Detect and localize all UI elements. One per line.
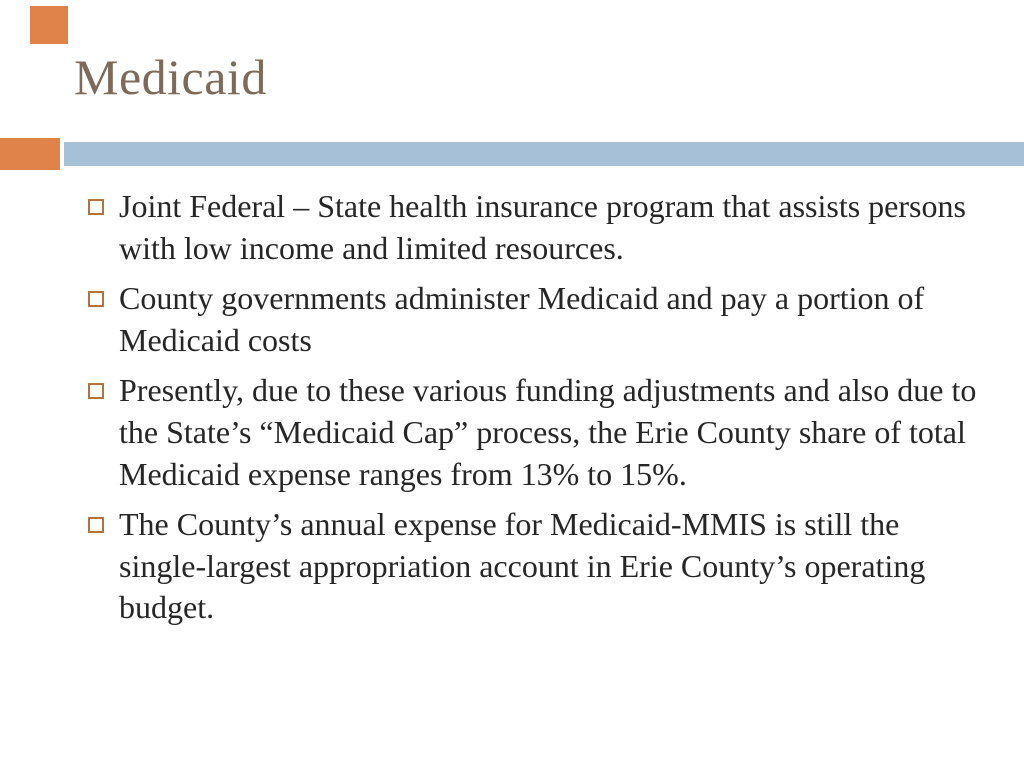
bullet-list [88, 186, 978, 638]
square-bullet-icon [88, 199, 104, 215]
list-item [88, 278, 978, 361]
bullet-text: Joint Federal – State health insurance program that assists persons with low income and limited resources. [119, 188, 966, 266]
orange-corner-accent [30, 6, 68, 44]
list-item [88, 504, 978, 629]
list-item [88, 370, 978, 495]
title-divider [0, 138, 1024, 170]
divider-blue-bar [64, 142, 1024, 166]
square-bullet-icon [88, 383, 104, 399]
square-bullet-icon [88, 291, 104, 307]
bullet-text: County governments administer Medicaid and pay a portion of Medicaid costs [119, 280, 925, 358]
slide-title: Medicaid [74, 49, 267, 105]
bullet-text: Presently, due to these various funding adjustments and also due to the State’s “Medicaid Cap” process, the Erie County share of total Medicaid expense ranges from 13% to 15%. [119, 372, 977, 492]
divider-orange-block [0, 138, 60, 170]
bullet-text: The County’s annual expense for Medicaid-MMIS is still the single-largest appropriation account in Erie County’s operating budget. [119, 506, 926, 626]
square-bullet-icon [88, 517, 104, 533]
list-item [88, 186, 978, 269]
